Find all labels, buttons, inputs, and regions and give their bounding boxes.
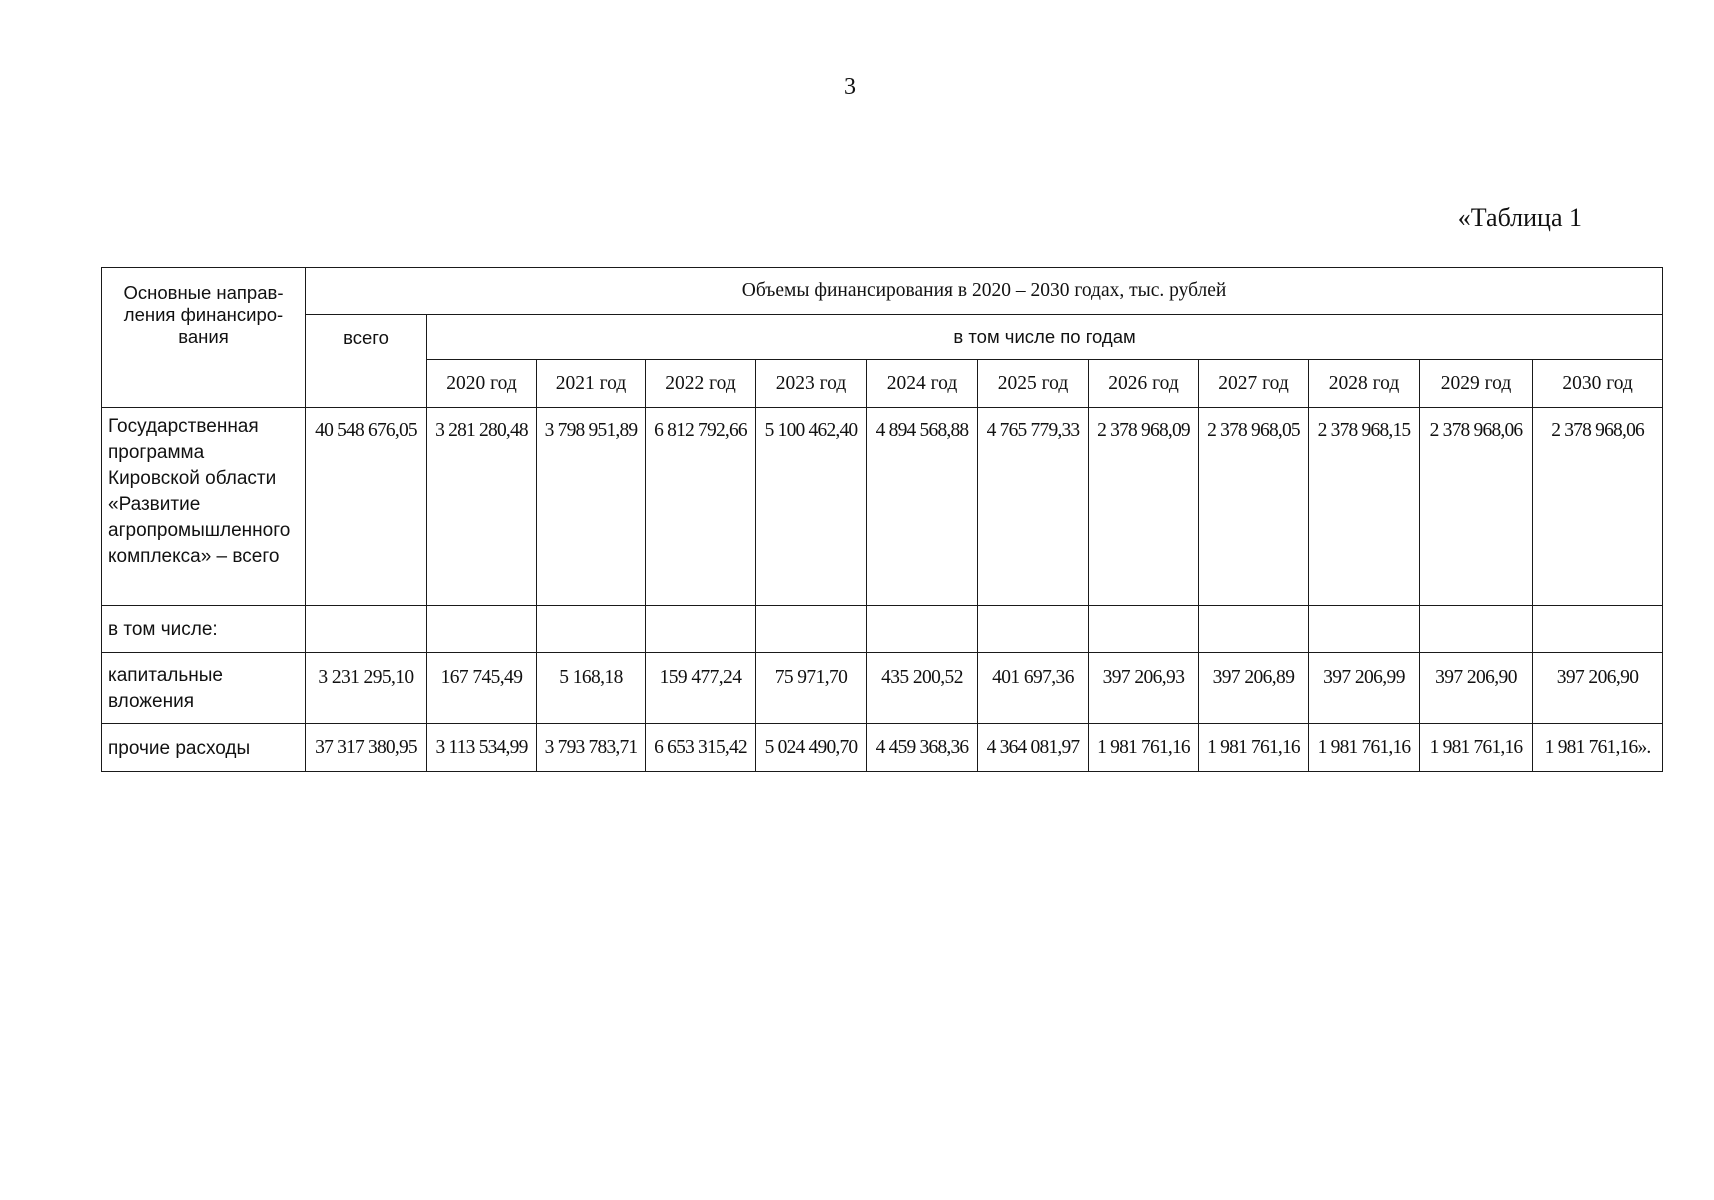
cell-value: 2 378 968,09: [1089, 408, 1199, 606]
cell-value: 401 697,36: [978, 653, 1089, 724]
cell-value: 75 971,70: [756, 653, 867, 724]
row-label: прочие расходы: [102, 724, 306, 772]
cell-empty: [867, 606, 978, 653]
cell-value: 3 281 280,48: [427, 408, 537, 606]
header-year: 2021 год: [537, 360, 646, 408]
row-total: 3 231 295,10: [306, 653, 427, 724]
cell-value: 4 894 568,88: [867, 408, 978, 606]
page-number: 3: [844, 74, 856, 100]
cell-value: 3 798 951,89: [537, 408, 646, 606]
cell-value: 3 793 783,71: [537, 724, 646, 772]
header-directions: Основные направ-ления финансиро-вания: [102, 268, 306, 408]
cell-value: 1 981 761,16: [1199, 724, 1309, 772]
cell-empty: [1533, 606, 1663, 653]
table-caption: «Таблица 1: [1457, 203, 1582, 232]
cell-value: 2 378 968,06: [1533, 408, 1663, 606]
cell-value: 4 364 081,97: [978, 724, 1089, 772]
cell-value: 1 981 761,16: [1420, 724, 1533, 772]
row-total: 40 548 676,05: [306, 408, 427, 606]
cell-value: 1 981 761,16: [1309, 724, 1420, 772]
cell-value: 2 378 968,05: [1199, 408, 1309, 606]
cell-value: 4 459 368,36: [867, 724, 978, 772]
cell-empty: [1309, 606, 1420, 653]
cell-value: 159 477,24: [646, 653, 756, 724]
header-year: 2022 год: [646, 360, 756, 408]
row-total: 37 317 380,95: [306, 724, 427, 772]
cell-value: 6 812 792,66: [646, 408, 756, 606]
cell-value: 1 981 761,16: [1089, 724, 1199, 772]
cell-empty: [1089, 606, 1199, 653]
cell-value: 5 100 462,40: [756, 408, 867, 606]
header-year: 2024 год: [867, 360, 978, 408]
cell-empty: [756, 606, 867, 653]
cell-value: 2 378 968,15: [1309, 408, 1420, 606]
cell-empty: [646, 606, 756, 653]
table-row: [102, 606, 1663, 653]
row-label: Государственная программа Кировской области «Развитие агропромышленного комплекса» – всего: [102, 408, 306, 606]
header-year: 2030 год: [1533, 360, 1663, 408]
cell-empty: [978, 606, 1089, 653]
table-row: [102, 724, 1663, 772]
header-year: 2023 год: [756, 360, 867, 408]
table-row: [102, 653, 1663, 724]
cell-value: 397 206,93: [1089, 653, 1199, 724]
cell-value: 4 765 779,33: [978, 408, 1089, 606]
header-year: 2027 год: [1199, 360, 1309, 408]
cell-value: 2 378 968,06: [1420, 408, 1533, 606]
header-year: 2028 год: [1309, 360, 1420, 408]
row-label: капитальные вложения: [102, 653, 306, 724]
cell-empty: [1199, 606, 1309, 653]
cell-value: 435 200,52: [867, 653, 978, 724]
cell-empty: [427, 606, 537, 653]
header-year: 2029 год: [1420, 360, 1533, 408]
cell-value: 397 206,89: [1199, 653, 1309, 724]
header-by-years: в том числе по годам: [427, 315, 1663, 360]
header-year: 2026 год: [1089, 360, 1199, 408]
cell-value: 6 653 315,42: [646, 724, 756, 772]
cell-value: 397 206,90: [1420, 653, 1533, 724]
cell-value: 167 745,49: [427, 653, 537, 724]
table-row: [102, 408, 1663, 606]
cell-empty: [306, 606, 427, 653]
header-volumes: Объемы финансирования в 2020 – 2030 годах, тыс. рублей: [306, 268, 1663, 315]
cell-value: 5 024 490,70: [756, 724, 867, 772]
cell-empty: [537, 606, 646, 653]
header-year: 2025 год: [978, 360, 1089, 408]
cell-value: 397 206,99: [1309, 653, 1420, 724]
header-total: всего: [306, 315, 427, 408]
header-year: 2020 год: [427, 360, 537, 408]
row-label: в том числе:: [102, 606, 306, 653]
cell-empty: [1420, 606, 1533, 653]
cell-value: 3 113 534,99: [427, 724, 537, 772]
cell-value: 397 206,90: [1533, 653, 1663, 724]
financing-table: [101, 267, 1663, 772]
cell-value: 1 981 761,16».: [1533, 724, 1663, 772]
cell-value: 5 168,18: [537, 653, 646, 724]
